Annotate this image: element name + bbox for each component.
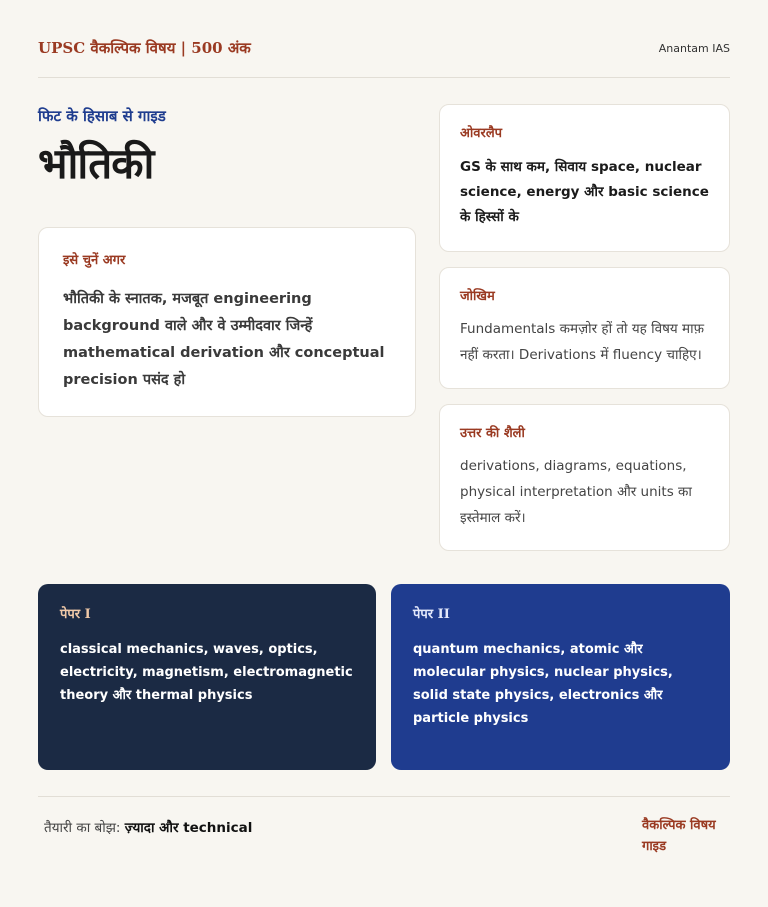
subject-title: भौतिकी — [38, 139, 154, 188]
answer-style-label: उत्तर की शैली — [460, 426, 525, 441]
paper-1-label: पेपर I — [60, 607, 91, 622]
answer-style-card — [439, 404, 730, 551]
paper-1-text: classical mechanics, waves, optics, electricity, magnetism, electromagnetic theory और thermal physics — [60, 642, 353, 703]
overlap-card — [439, 104, 730, 252]
footer-guide-label: वैकल्पिक विषय गाइड — [642, 818, 716, 854]
preparation-load-value: ज़्यादा और technical — [124, 820, 253, 836]
paper-2-text: quantum mechanics, atomic और molecular physics, nuclear physics, solid state physics, electronics और particle physics — [413, 642, 673, 726]
paper-1-card — [38, 584, 376, 770]
guide-label: फिट के हिसाब से गाइड — [38, 107, 166, 125]
paper-2-label: पेपर II — [413, 607, 450, 622]
footer-divider — [38, 796, 730, 797]
paper-2-card — [391, 584, 730, 770]
overlap-label: ओवरलैप — [460, 126, 503, 141]
risk-text: Fundamentals कमज़ोर हों तो यह विषय माफ़ नहीं करता। Derivations में fluency चाहिए। — [460, 321, 705, 363]
answer-style-text: derivations, diagrams, equations, physical interpretation और units का इस्तेमाल करें। — [460, 458, 692, 526]
preparation-load — [44, 818, 252, 836]
risk-card — [439, 267, 730, 389]
overlap-text: GS के साथ कम, सिवाय space, nuclear science, energy और basic science के हिस्सों के — [460, 159, 709, 225]
brand-name: Anantam IAS — [658, 42, 730, 55]
header-title: UPSC वैकल्पिक विषय | 500 अंक — [38, 39, 251, 57]
preparation-load-prefix: तैयारी का बोझ: — [44, 820, 121, 836]
header — [38, 38, 730, 78]
choose-if-card — [38, 227, 416, 417]
choose-if-label: इसे चुनें अगर — [63, 253, 126, 268]
choose-if-text: भौतिकी के स्नातक, मजबूत engineering background वाले और वे उम्मीदवार जिन्हें mathematical derivation और conceptual precision पसंद हो — [63, 291, 385, 388]
risk-label: जोखिम — [460, 289, 495, 304]
